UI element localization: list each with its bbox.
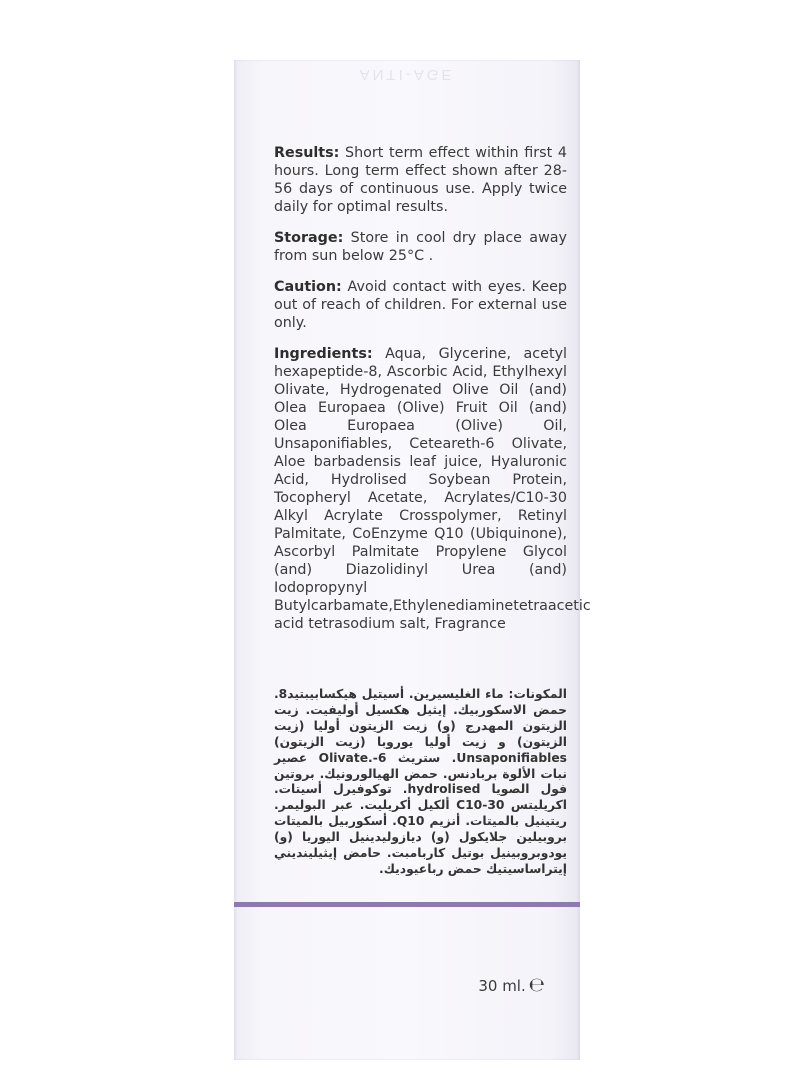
ingredients-label: Ingredients: — [274, 346, 373, 362]
purple-divider-line — [234, 902, 580, 907]
volume-label — [478, 974, 545, 996]
results-text: Short term effect within first 4 hours. Long term effect shown after 28-56 days of continuous use. Apply twice daily for optimal results. — [274, 145, 567, 215]
caution-label: Caution: — [274, 279, 342, 295]
ingredients-text: Aqua, Glycerine, acetyl hexapeptide-8, Ascorbic Acid, Ethylhexyl Olivate, Hydrogenated Olive Oil (and) Olea Europaea (Olive) Fruit Oil (and) Olea Europaea (Olive) Oil, Unsaponifiables, Ceteareth-6 Olivate, Aloe barbadensis leaf juice, Hyaluronic Acid, Hydrolised Soybean Protein, Tocopheryl Acetate, Acrylates/C10-30 Alkyl Acrylate Crosspolymer, Retinyl Palmitate, CoEnzyme Q10 (Ubiquinone), Ascorbyl Palmitate Propylene Glycol (and) Diazolidinyl Urea (and) Iodopropynyl Butylcarbamate,Ethylenediaminetetraacetic acid tetrasodium salt, Fragrance — [274, 346, 591, 632]
results-label: Results: — [274, 145, 340, 161]
mirrored-ghost-text: ANTI-AGE — [359, 66, 455, 83]
caution-text: Avoid contact with eyes. Keep out of reach of children. For external use only. — [274, 279, 567, 331]
storage-label: Storage: — [274, 230, 344, 246]
arabic-ingredients-paragraph: المكونات: ماء الغليسيرين. أسيتيل هيكسابيبتيد8. حمض الاسكوربيك. إيثيل هكسيل أوليفيت. زيت الزيتون المهدرج (و) زيت الزيتون أوليا (زيت الزيتون) و زيت أوليا يوروبا (زيت الزيتون) Unsaponifiables. ستريث 6-.Olivate عصير نبات الألوة بربادنس. حمض الهيالورونيك. بروتين فول الصويا hydrolised. توكوفيرل أسيتات. اكريليتس C10-30 ألكيل أكريليت. عبر البوليمر. ريتينيل بالميتات. أنزيم Q10. أسكوربيل بالميتات بروبيلين جلايكول (و) ديازوليدينيل اليوريا (و) يودوبروبينيل بوتيل كاربامبت. حامض إيثيلينديني إيتراساسيتيك حمض رباعيوديك. — [274, 687, 567, 876]
estimated-sign-mark: ℮ — [528, 974, 545, 996]
product-box-back-panel — [234, 60, 591, 1060]
caution-paragraph — [274, 278, 567, 332]
storage-paragraph — [274, 229, 567, 265]
results-paragraph — [274, 144, 567, 216]
ingredients-paragraph — [274, 345, 591, 633]
storage-text: Store in cool dry place away from sun below 25°C . — [274, 230, 567, 264]
volume-text: 30 ml. — [478, 977, 526, 995]
english-text-block — [274, 144, 591, 646]
